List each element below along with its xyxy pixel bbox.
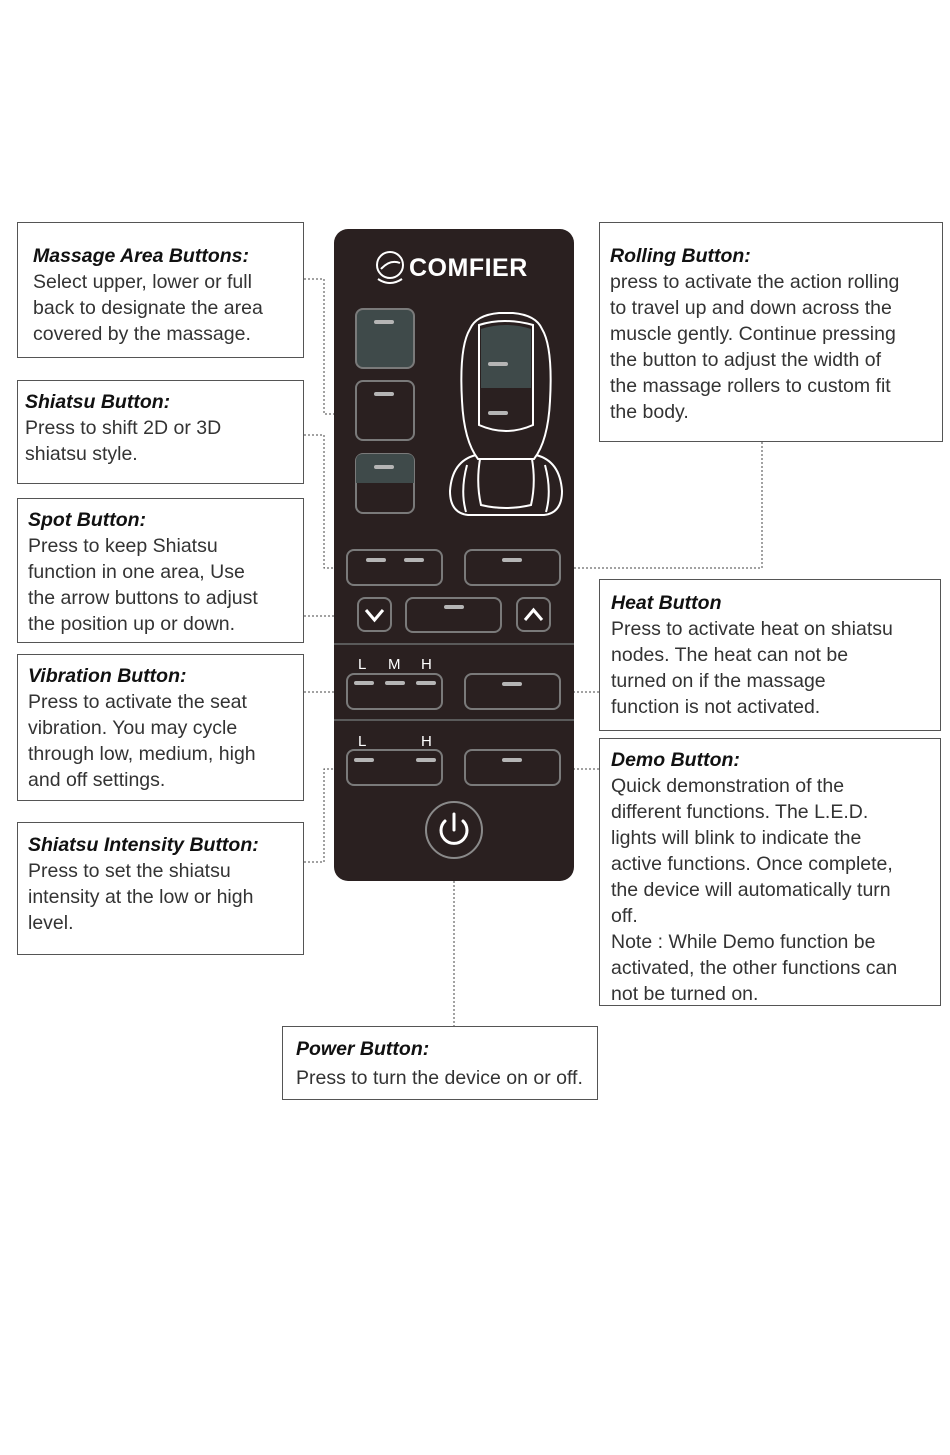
power-button[interactable] bbox=[426, 802, 482, 858]
rolling-button[interactable] bbox=[465, 550, 560, 585]
vibration-level-low: L bbox=[358, 656, 367, 673]
shiatsu-intensity-button[interactable] bbox=[347, 750, 442, 785]
power-desc: Press to turn the device on or off. bbox=[296, 1067, 583, 1089]
brand-icon bbox=[377, 252, 403, 283]
heat-button[interactable] bbox=[465, 674, 560, 709]
chair-upper-zone bbox=[481, 325, 531, 388]
massage-area-title: Massage Area Buttons: bbox=[33, 245, 249, 267]
rolling-title: Rolling Button: bbox=[610, 245, 751, 267]
vibration-button[interactable] bbox=[347, 674, 442, 709]
demo-button[interactable] bbox=[465, 750, 560, 785]
intensity-desc: Press to set the shiatsu intensity at the low or high level. bbox=[28, 860, 254, 934]
spot-button[interactable] bbox=[406, 598, 501, 632]
rolling-desc: press to activate the action rolling to travel up and down across the muscle gently. Continue pressing the button to adjust the width of the massage rollers to custom fit the body. bbox=[610, 271, 900, 423]
intensity-title: Shiatsu Intensity Button: bbox=[28, 834, 259, 856]
intensity-level-low: L bbox=[358, 733, 367, 750]
vibration-desc: Press to activate the seat vibration. You may cycle through low, medium, high and off settings. bbox=[28, 691, 256, 791]
intensity-level-high: H bbox=[421, 733, 432, 750]
remote-control bbox=[334, 229, 574, 881]
vibration-level-high: H bbox=[421, 656, 432, 673]
demo-desc: Quick demonstration of the different functions. The L.E.D. lights will blink to indicate the active functions. Once complete, the device will automatically turn off. Note : While Demo function be activated, the other functions can not be turned on. bbox=[611, 775, 898, 1005]
brand-name: COMFIER bbox=[409, 254, 528, 282]
chevron-down-icon bbox=[366, 610, 383, 620]
massage-area-upper-button[interactable] bbox=[356, 309, 414, 368]
shiatsu-title: Shiatsu Button: bbox=[25, 391, 171, 413]
massage-area-lower-button[interactable] bbox=[356, 381, 414, 440]
brand-logo bbox=[377, 252, 528, 283]
vibration-level-medium: M bbox=[388, 656, 401, 673]
massage-area-desc: Select upper, lower or full back to designate the area covered by the massage. bbox=[33, 271, 263, 345]
heat-title: Heat Button bbox=[611, 592, 722, 614]
spot-title: Spot Button: bbox=[28, 509, 147, 531]
spot-down-button[interactable] bbox=[358, 598, 391, 631]
massage-area-full-button[interactable] bbox=[356, 454, 414, 513]
spot-up-button[interactable] bbox=[517, 598, 550, 631]
demo-title: Demo Button: bbox=[611, 749, 740, 771]
chair-diagram bbox=[450, 313, 562, 515]
chevron-up-icon bbox=[525, 610, 542, 620]
spot-desc: Press to keep Shiatsu function in one area, Use the arrow buttons to adjust the position up or down. bbox=[28, 535, 258, 635]
power-title: Power Button: bbox=[296, 1038, 430, 1060]
power-icon bbox=[441, 814, 467, 843]
leader-rolling bbox=[561, 442, 762, 568]
vibration-title: Vibration Button: bbox=[28, 665, 187, 687]
heat-desc: Press to activate heat on shiatsu nodes. The heat can not be turned on if the massage function is not activated. bbox=[611, 618, 893, 718]
shiatsu-desc: Press to shift 2D or 3D shiatsu style. bbox=[25, 417, 222, 465]
shiatsu-button[interactable] bbox=[347, 550, 442, 585]
